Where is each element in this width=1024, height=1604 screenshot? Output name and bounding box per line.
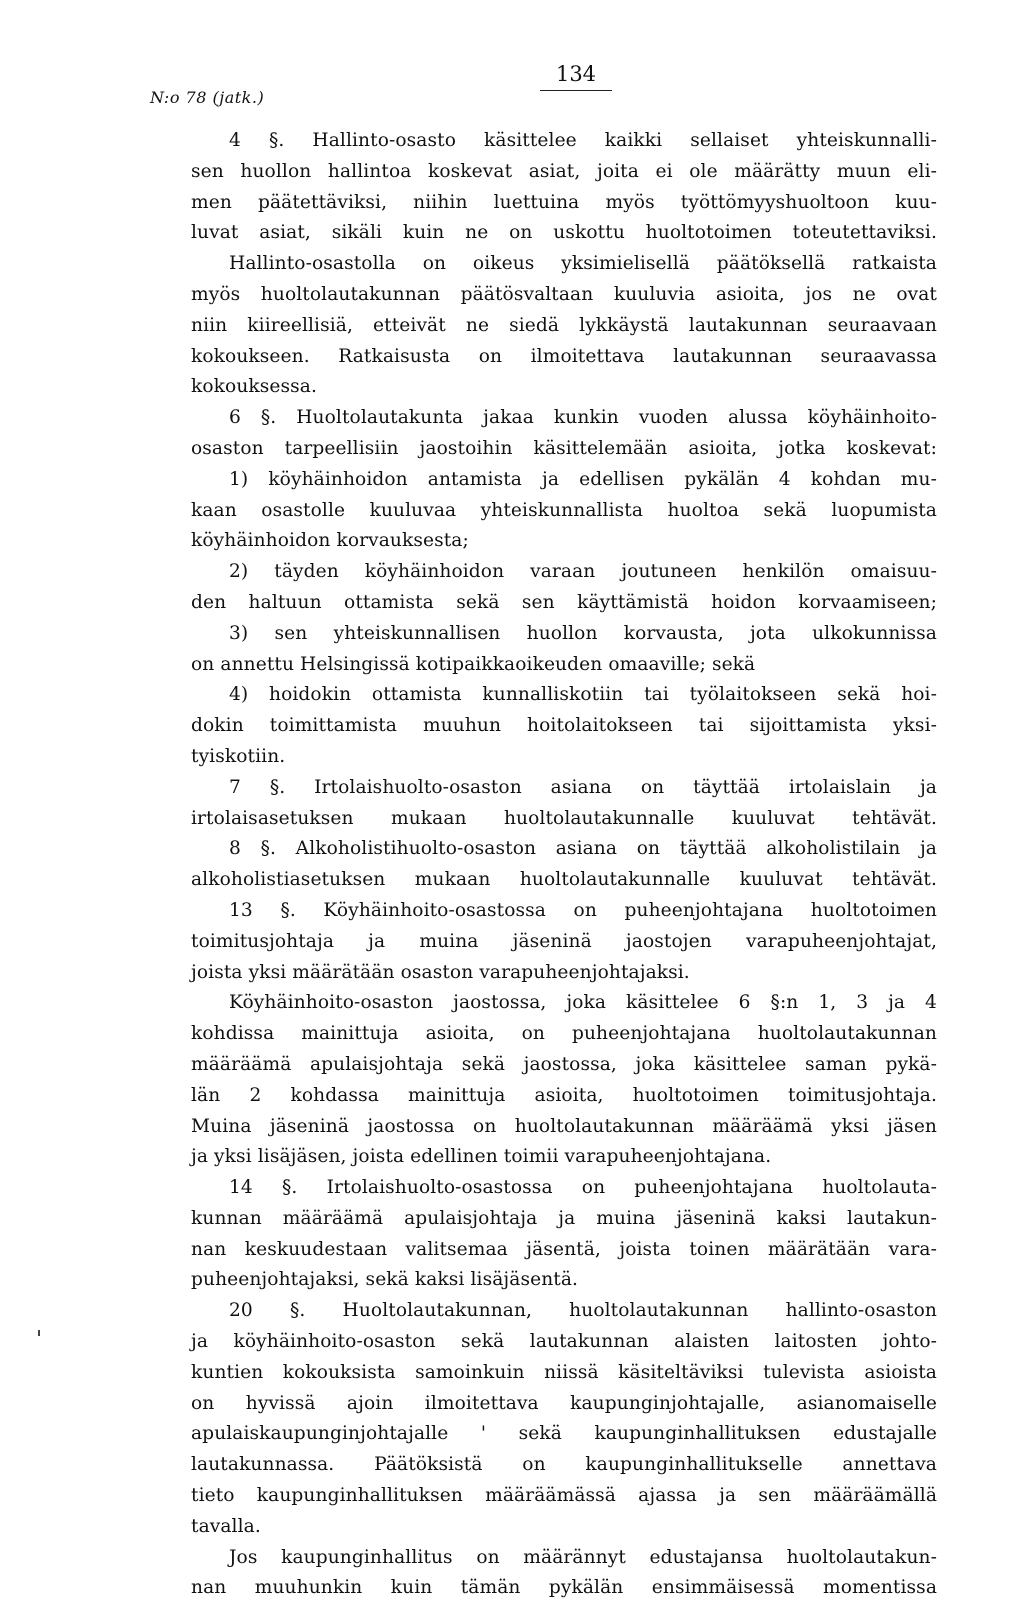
text-line: toimitusjohtaja ja muina jäseninä jaostojen varapuheenjohtajat, xyxy=(191,930,937,952)
text-line: nan muuhunkin kuin tämän pykälän ensimmäisessä momentissa xyxy=(191,1577,937,1599)
running-head: N:o 78 (jatk.) xyxy=(150,88,265,107)
text-line: osaston tarpeellisiin jaostoihin käsittelemään asioita, jotka koskevat: xyxy=(191,437,937,459)
page-number: 134 xyxy=(540,62,612,91)
text-line: 14 §. Irtolaishuolto-osastossa on puheenjohtajana huoltolauta- xyxy=(229,1177,937,1199)
text-line: Köyhäinhoito-osaston jaostossa, joka käsittelee 6 §:n 1, 3 ja 4 xyxy=(229,992,937,1014)
text-line: kaan osastolle kuuluvaa yhteiskunnallista huoltoa sekä luopumista xyxy=(191,499,937,521)
text-line: niin kiireellisiä, etteivät ne siedä lykkäystä lautakunnan seuraavaan xyxy=(191,314,937,336)
text-line: 3) sen yhteiskunnallisen huollon korvausta, jota ulkokunnissa xyxy=(229,622,937,644)
text-line: men päätettäviksi, niihin luettuina myös työttömyyshuoltoon kuu- xyxy=(191,191,937,213)
text-line: 1) köyhäinhoidon antamista ja edellisen pykälän 4 kohdan mu- xyxy=(229,468,937,490)
text-line: kuntien kokouksista samoinkuin niissä käsiteltäviksi tulevista asioista xyxy=(191,1361,937,1383)
text-line: kunnan määräämä apulaisjohtaja ja muina jäseninä kaksi lautakun- xyxy=(191,1207,937,1229)
text-line: ja köyhäinhoito-osaston sekä lautakunnan alaisten laitosten johto- xyxy=(191,1331,937,1353)
text-line: apulaiskaupunginjohtajalle ' sekä kaupunginhallituksen edustajalle xyxy=(191,1423,937,1445)
text-line: on hyvissä ajoin ilmoitettava kaupunginjohtajalle, asianomaiselle xyxy=(191,1392,937,1414)
text-line: kokoukseen. Ratkaisusta on ilmoitettava lautakunnan seuraavassa xyxy=(191,345,937,367)
stray-ink-mark xyxy=(38,1330,40,1336)
text-line: myös huoltolautakunnan päätösvaltaan kuuluvia asioita, jos ne ovat xyxy=(191,283,937,305)
text-line: 4) hoidokin ottamista kunnalliskotiin tai työlaitokseen sekä hoi- xyxy=(229,684,937,706)
text-line: alkoholistiasetuksen mukaan huoltolautakunnalle kuuluvat tehtävät. xyxy=(191,869,937,891)
text-line: ja yksi lisäjäsen, joista edellinen toimii varapuheenjohtajana. xyxy=(191,1146,772,1168)
text-line: sen huollon hallintoa koskevat asiat, joita ei ole määrätty muun eli- xyxy=(191,160,937,182)
text-line: Hallinto-osastolla on oikeus yksimielisellä päätöksellä ratkaista xyxy=(229,253,937,275)
text-line: 4 §. Hallinto-osasto käsittelee kaikki sellaiset yhteiskunnalli- xyxy=(229,130,937,151)
text-line: län 2 kohdassa mainittuja asioita, huoltotoimen toimitusjohtaja. xyxy=(191,1084,937,1106)
text-line: tyiskotiin. xyxy=(191,745,286,767)
text-line: puheenjohtajaksi, sekä kaksi lisäjäsentä. xyxy=(191,1269,579,1291)
text-line: Muina jäseninä jaostossa on huoltolautakunnan määräämä yksi jäsen xyxy=(191,1115,937,1137)
text-line: kokouksessa. xyxy=(191,376,317,398)
text-line: irtolaisasetuksen mukaan huoltolautakunnalle kuuluvat tehtävät. xyxy=(191,807,937,829)
text-line: Jos kaupunginhallitus on määrännyt edustajansa huoltolautakun- xyxy=(229,1546,937,1568)
text-line: 20 §. Huoltolautakunnan, huoltolautakunnan hallinto-osaston xyxy=(229,1300,937,1322)
text-line: köyhäinhoidon korvauksesta; xyxy=(191,530,469,552)
text-line: kohdissa mainittuja asioita, on puheenjohtajana huoltolautakunnan xyxy=(191,1023,937,1045)
text-line: 6 §. Huoltolautakunta jakaa kunkin vuoden alussa köyhäinhoito- xyxy=(229,407,937,429)
text-line: 7 §. Irtolaishuolto-osaston asiana on täyttää irtolaislain ja xyxy=(229,776,937,798)
text-line: joista yksi määrätään osaston varapuheenjohtajaksi. xyxy=(191,961,690,983)
text-line: dokin toimittamista muuhun hoitolaitokseen tai sijoittamista yksi- xyxy=(191,715,937,737)
text-line: 8 §. Alkoholistihuolto-osaston asiana on täyttää alkoholistilain ja xyxy=(229,838,937,860)
text-line: 13 §. Köyhäinhoito-osastossa on puheenjohtajana huoltotoimen xyxy=(229,899,937,921)
text-line: 2) täyden köyhäinhoidon varaan joutuneen henkilön omaisuu- xyxy=(229,561,937,583)
body-text xyxy=(191,126,937,1604)
text-line: den haltuun ottamista sekä sen käyttämistä hoidon korvaamiseen; xyxy=(191,591,937,613)
text-line: nan keskuudestaan valitsemaa jäsentä, joista toinen määrätään vara- xyxy=(191,1238,937,1260)
text-line: tieto kaupunginhallituksen määräämässä ajassa ja sen määräämällä xyxy=(191,1485,937,1507)
text-line: määräämä apulaisjohtaja sekä jaostossa, joka käsittelee saman pykä- xyxy=(191,1053,937,1075)
text-line: luvat asiat, sikäli kuin ne on uskottu huoltotoimen toteutettaviksi. xyxy=(191,222,937,244)
text-line: tavalla. xyxy=(191,1515,261,1537)
text-line: on annettu Helsingissä kotipaikkaoikeuden omaaville; sekä xyxy=(191,653,756,675)
text-line: lautakunnassa. Päätöksistä on kaupunginhallitukselle annettava xyxy=(191,1454,937,1476)
